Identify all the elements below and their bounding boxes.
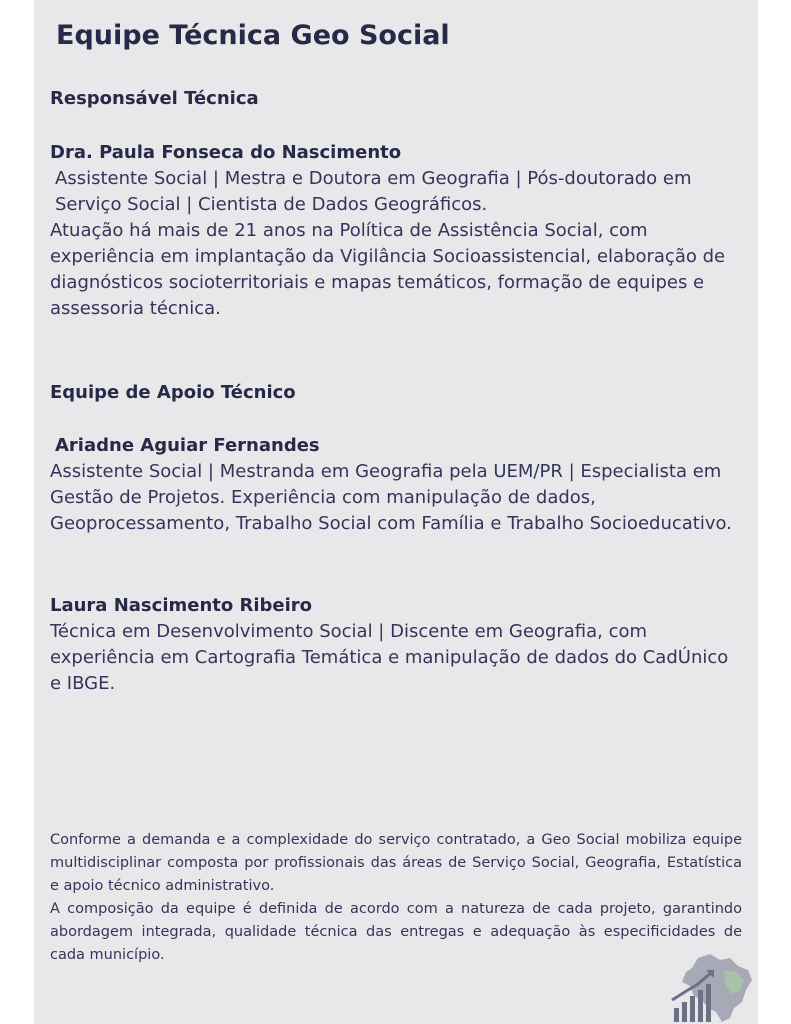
support-member-name: Ariadne Aguiar Fernandes [55,435,320,456]
chart-bar [698,990,703,1022]
responsible-name: Dra. Paula Fonseca do Nascimento [50,142,402,163]
brazil-map-growth-chart-icon [668,950,756,1024]
support-member-2 [50,593,740,697]
chart-bar [706,984,711,1022]
page-title: Equipe Técnica Geo Social [56,20,450,51]
footer-paragraph-1: Conforme a demanda e a complexidade do serviço contratado, a Geo Social mobiliza equipe multidisciplinar composta por profissionais das áreas de Serviço Social, Geografia, Estatística e apoio técnico administrativo. [50,832,742,894]
support-member-name: Laura Nascimento Ribeiro [50,595,313,616]
support-member-1 [50,433,740,537]
chart-bar [674,1008,679,1022]
support-heading: Equipe de Apoio Técnico [50,382,296,403]
responsible-block [50,140,740,322]
team-composition-note [50,829,742,967]
document-page [34,0,758,1024]
responsible-heading: Responsável Técnica [50,88,259,109]
footer-paragraph-2: A composição da equipe é definida de acordo com a natureza de cada projeto, garantindo abordagem integrada, qualidade técnica das entregas e adequação às especificidades de cada município. [50,901,742,963]
support-member-description: Assistente Social | Mestranda em Geografia pela UEM/PR | Especialista em Gestão de Projetos. Experiência com manipulação de dados, Geoprocessamento, Trabalho Social com Família e Trabalho Socioeducativo. [50,461,732,534]
responsible-experience: Atuação há mais de 21 anos na Política de Assistência Social, com experiência em implantação da Vigilância Socioassistencial, elaboração de diagnósticos socioterritoriais e mapas temáticos, formação de equipes e assessoria técnica. [50,220,726,319]
support-member-description: Técnica em Desenvolvimento Social | Discente em Geografia, com experiência em Cartografia Temática e manipulação de dados do CadÚnico e IBGE. [50,621,729,694]
chart-bar [690,996,695,1022]
chart-bar [682,1002,687,1022]
responsible-credentials: Assistente Social | Mestra e Doutora em Geografia | Pós-doutorado em Serviço Social | Cientista de Dados Geográficos. [55,168,692,215]
